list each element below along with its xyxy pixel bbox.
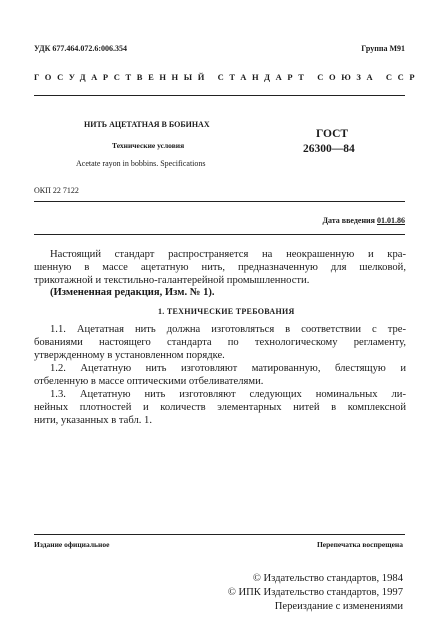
okp-code: ОКП 22 7122 — [34, 186, 79, 195]
document-title-english: Acetate rayon in bobbins. Specifications — [76, 159, 206, 168]
scope-line-2: шенную в массе ацетатную нить, предназначенную для шелковой, — [34, 262, 406, 273]
scope-line-3: трикотажной и текстильно-галантерейной промышленности. — [34, 275, 310, 286]
scope-line-1: Настоящий стандарт распространяется на неокрашенную и кра- — [50, 249, 406, 260]
clause-1-1-line-1: 1.1. Ацетатная нить должна изготовляться в соответствии с тре- — [50, 324, 406, 335]
document-title: НИТЬ АЦЕТАТНАЯ В БОБИНАХ — [84, 120, 210, 129]
reprint-prohibited-label: Перепечатка воспрещена — [316, 540, 403, 549]
document-subtitle: Технические условия — [112, 141, 185, 150]
clause-1-3-line-2: нейных плотностей и количеств элементарных нитей в комплексной — [34, 402, 406, 413]
introduction-date-value: 01.01.86 — [377, 216, 405, 225]
gost-label: ГОСТ — [316, 128, 349, 140]
introduction-date — [322, 216, 405, 225]
clause-1-2-line-2: отбеленную в массе оптическими отбеливателями. — [34, 376, 264, 387]
section-heading: 1. ТЕХНИЧЕСКИЕ ТРЕБОВАНИЯ — [158, 307, 295, 316]
clause-1-1-line-3: утвержденному в установленном порядке. — [34, 350, 225, 361]
date-divider — [34, 234, 405, 235]
clause-1-3-line-1: 1.3. Ацетатную нить изготовляют следующих номинальных ли- — [50, 389, 406, 400]
clause-1-3-line-3: нити, указанных в табл. 1. — [34, 415, 152, 426]
header-divider — [34, 95, 405, 96]
state-standard-heading: ГОСУДАРСТВЕННЫЙ СТАНДАРТ СОЮЗА ССР — [34, 72, 421, 82]
clause-1-1-line-2: бованиями настоящего стандарта по технологическому регламенту, — [34, 337, 406, 348]
copyright-line-1: © Издательство стандартов, 1984 — [252, 573, 403, 584]
udc-code: УДК 677.464.072.6:006.354 — [34, 44, 128, 53]
clause-1-2 — [34, 362, 406, 388]
scope-paragraph — [34, 248, 406, 287]
reissue-line: Переиздание с изменениями — [274, 601, 403, 612]
copyright-line-2: © ИПК Издательство стандартов, 1997 — [227, 587, 403, 598]
gost-number: 26300—84 — [303, 143, 355, 155]
footer-divider — [34, 534, 405, 535]
clause-1-1 — [34, 323, 406, 362]
clause-1-3 — [34, 388, 406, 427]
group-code: Группа М91 — [361, 44, 405, 53]
clause-1-2-line-1: 1.2. Ацетатную нить изготовляют матированную, блестящую и — [50, 363, 406, 374]
copyright-block — [228, 572, 403, 614]
title-divider — [34, 201, 405, 202]
introduction-date-label: Дата введения — [322, 216, 375, 225]
amendment-note: (Измененная редакция, Изм. № 1). — [50, 287, 215, 298]
official-edition-label: Издание официальное — [34, 540, 110, 549]
